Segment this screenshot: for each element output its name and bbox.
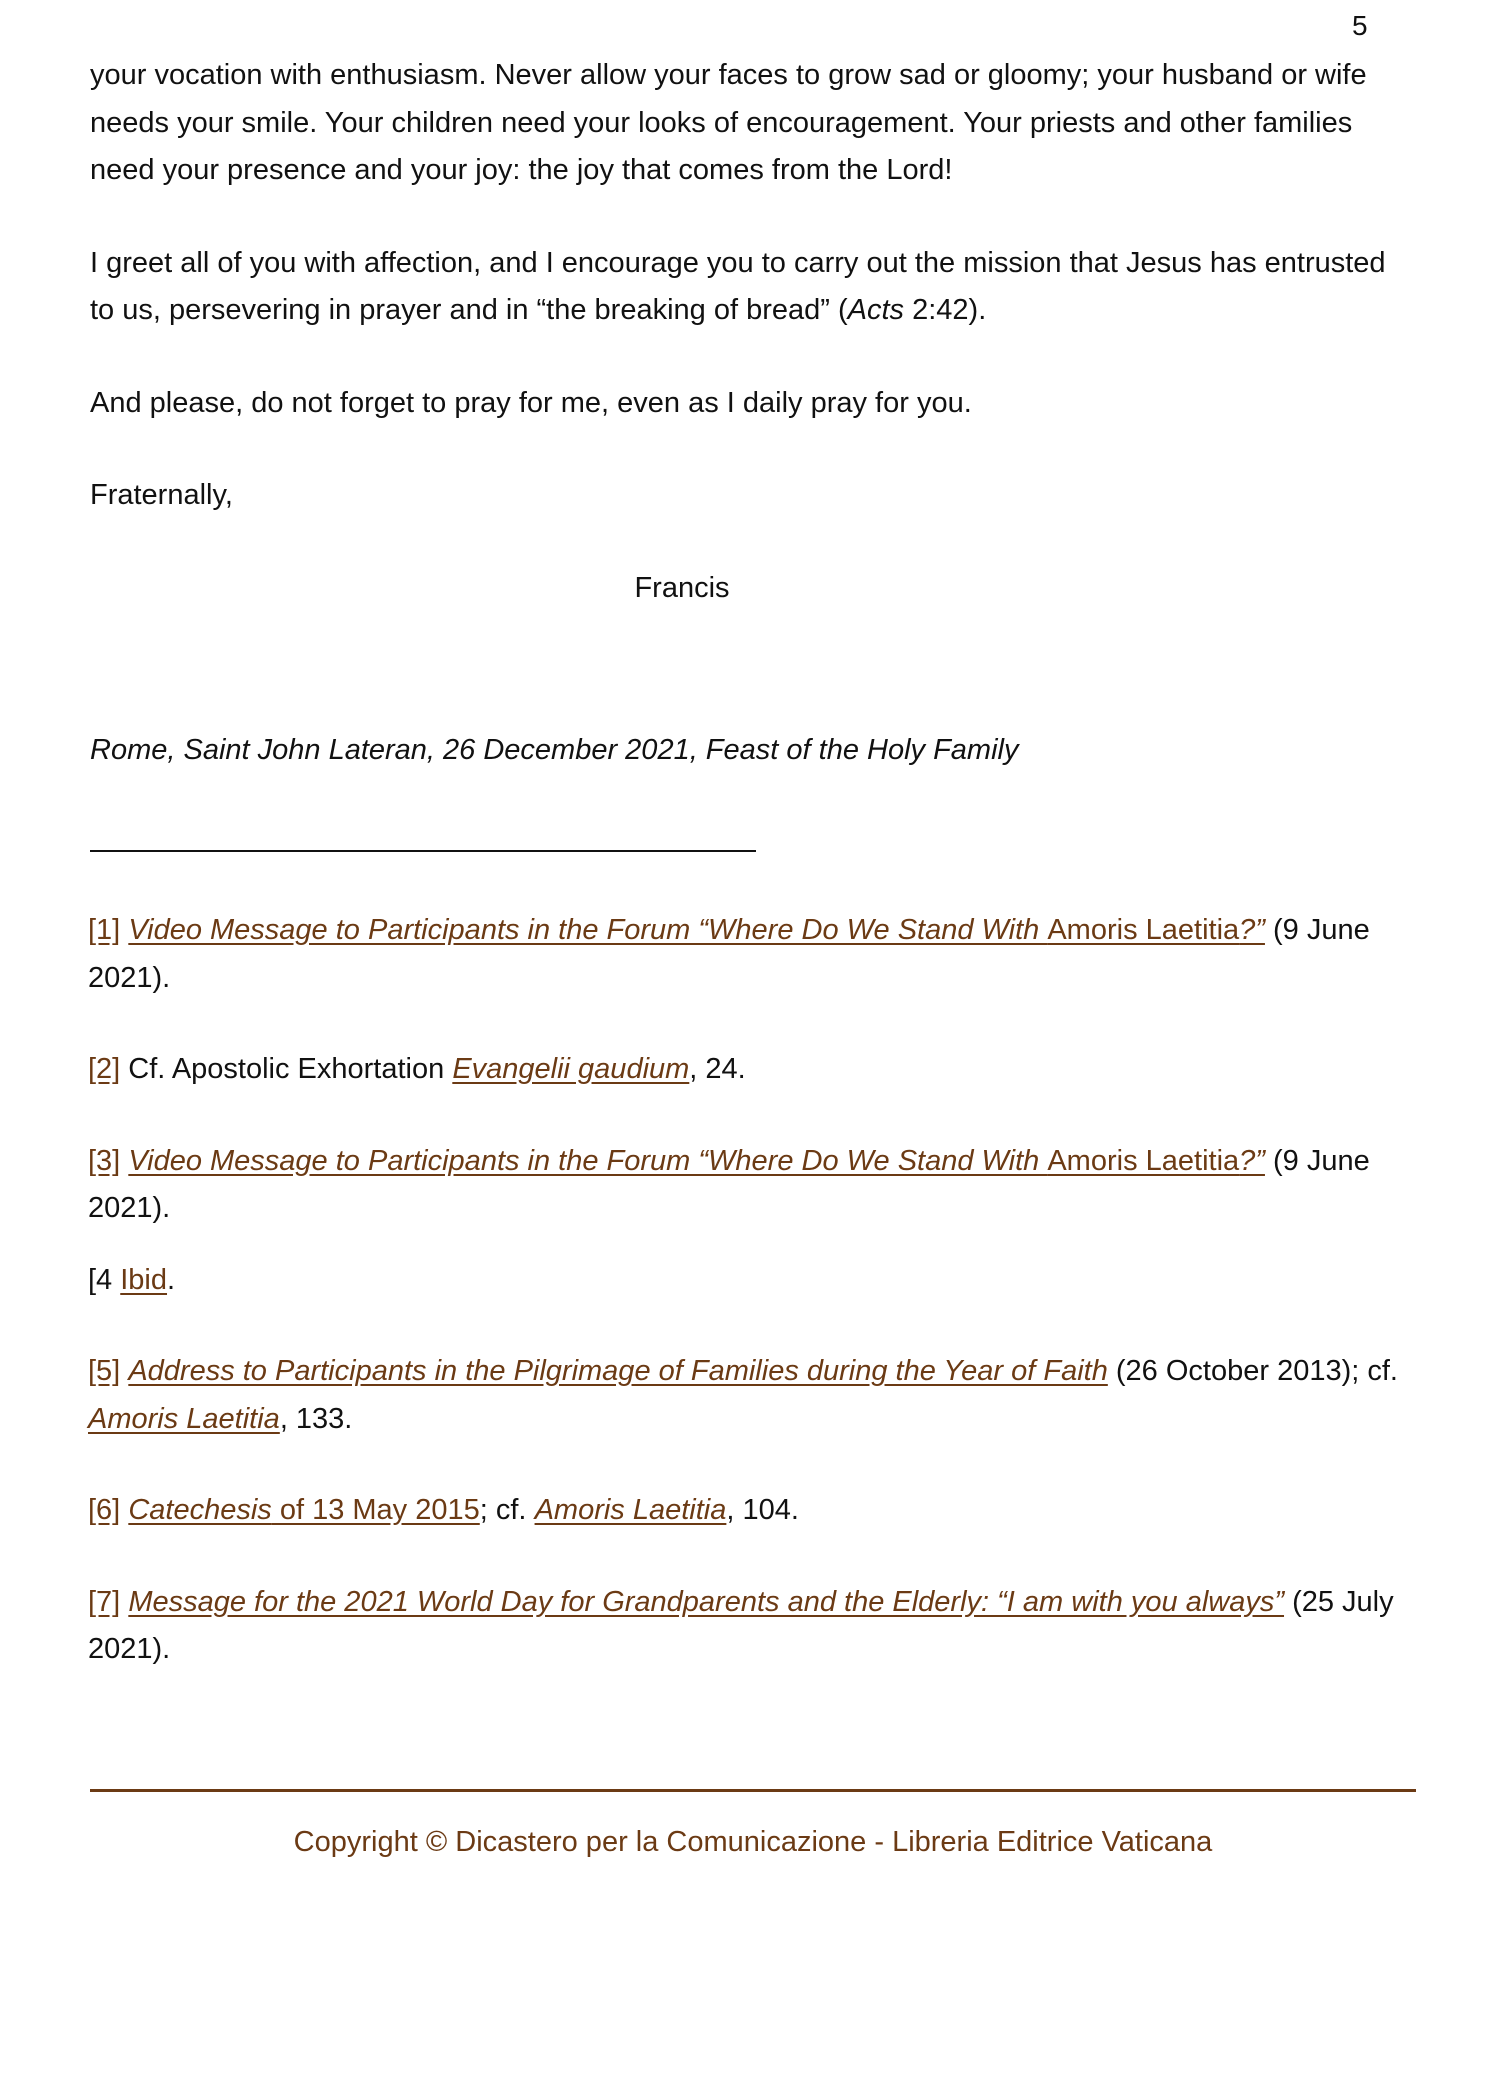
footnote-1-tail: (9 June 2021). (88, 914, 1370, 994)
footnote-3-ref[interactable]: [3] (88, 1144, 121, 1177)
footnote-7-ref[interactable]: [7] (88, 1585, 121, 1618)
footnote-4-ref: [4 (88, 1263, 121, 1296)
footnote-1-link-end: ?” (1239, 914, 1265, 946)
copyright-notice: Copyright © Dicastero per la Comunicazione - Libreria Editrice Vaticana (293, 1826, 1213, 1858)
acts-citation: Acts (847, 294, 905, 326)
footnote-7-tail: (25 July 2021). (88, 1585, 1394, 1665)
greeting-text: I greet all of you with affection, and I encourage you to carry out the mission that Jesus has entrusted to us, persevering in prayer and in “the breaking of bread” ( (90, 246, 1386, 326)
footnote-4-tail: . (167, 1263, 176, 1296)
footnote-6-ref[interactable]: [6] (88, 1494, 121, 1526)
footnote-4 (88, 1257, 1418, 1305)
footnote-3-link-title: Amoris Laetitia (1047, 1144, 1240, 1177)
footnote-5 (88, 1348, 1418, 1443)
footnote-2-link[interactable]: Evangelii gaudium (452, 1053, 690, 1085)
footnote-3-link-text: Video Message to Participants in the Forum “Where Do We Stand With (128, 1144, 1048, 1177)
footnote-6-link[interactable] (128, 1494, 479, 1526)
footnote-6-link-italic: Catechesis (128, 1494, 272, 1526)
footnote-5-link-2[interactable]: Amoris Laetitia (88, 1402, 280, 1435)
footnote-3-link[interactable] (128, 1145, 1265, 1177)
footnote-7-link[interactable]: Message for the 2021 World Day for Grandparents and the Elderly: “I am with you always” (128, 1585, 1285, 1618)
footnote-1-link[interactable] (128, 914, 1265, 946)
greeting-text-end: 2:42). (904, 294, 987, 326)
footnote-2-tail: , 24. (689, 1053, 746, 1085)
footnote-1-link-title: Amoris Laetitia (1047, 914, 1240, 946)
footnote-6 (88, 1487, 1418, 1535)
signature-name: Francis (634, 571, 730, 604)
footnote-2-ref[interactable]: [2] (88, 1053, 121, 1085)
footnote-3-link-end: ?” (1239, 1144, 1265, 1177)
place-and-date: Rome, Saint John Lateran, 26 December 2021, Feast of the Holy Family (90, 734, 1019, 766)
signature-block (90, 565, 1410, 613)
paragraph-vocation: your vocation with enthusiasm. Never allow your faces to grow sad or gloomy; your husband or wife needs your smile. Your children need your looks of encouragement. Your priests and other families need your presence and your joy: the joy that comes from the Lord! (90, 59, 1367, 186)
footnote-5-ref[interactable]: [5] (88, 1355, 121, 1387)
footnote-5-link[interactable]: Address to Participants in the Pilgrimage of Families during the Year of Faith (128, 1355, 1108, 1387)
paragraph-prayer-request: And please, do not forget to pray for me, even as I daily pray for you. (90, 386, 972, 419)
footnote-6-tail: , 104. (726, 1494, 799, 1526)
page-number: 5 (1352, 10, 1368, 41)
footnote-3 (88, 1138, 1418, 1233)
footnote-7 (88, 1579, 1418, 1674)
footnote-1-link-text: Video Message to Participants in the Forum “Where Do We Stand With (128, 914, 1048, 946)
footnote-1 (88, 907, 1418, 1002)
footnote-6-link-2[interactable]: Amoris Laetitia (534, 1494, 727, 1526)
footer-divider (90, 1789, 1416, 1792)
footnotes-list (88, 907, 1418, 1674)
footnote-6-mid: ; cf. (479, 1494, 535, 1526)
footnote-2-pre: Cf. Apostolic Exhortation (120, 1053, 453, 1085)
footnote-2 (88, 1046, 1418, 1094)
footnote-divider (90, 850, 756, 852)
footnote-5-mid: (26 October 2013); cf. (1107, 1355, 1398, 1387)
footnote-3-tail: (9 June 2021). (88, 1144, 1370, 1224)
footnote-5-tail: , 133. (279, 1402, 353, 1435)
footnote-1-ref[interactable]: [1] (88, 914, 121, 946)
footnote-6-link-rest: of 13 May 2015 (271, 1494, 480, 1526)
paragraph-greeting (90, 240, 1410, 335)
closing-salutation: Fraternally, (90, 479, 233, 511)
footnote-4-link[interactable]: Ibid (120, 1263, 168, 1296)
letter-body (90, 52, 1410, 612)
